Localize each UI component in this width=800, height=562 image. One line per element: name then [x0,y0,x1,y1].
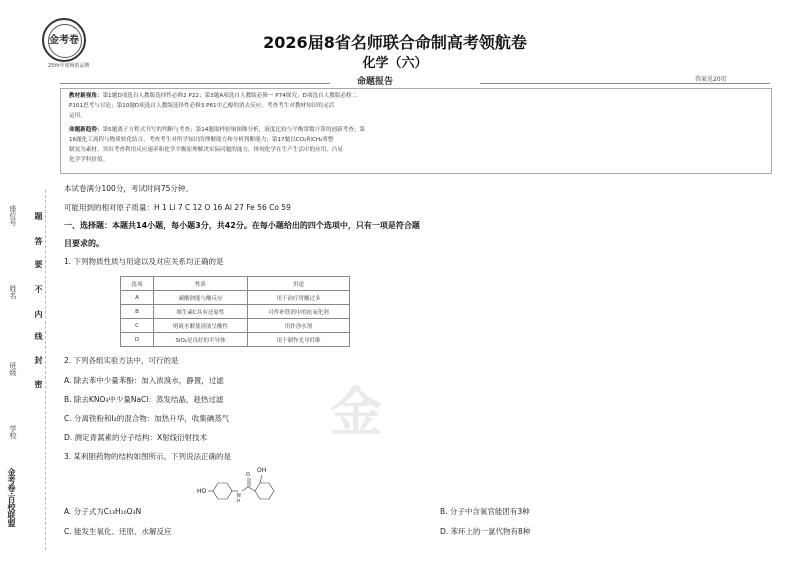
report-line: P101思考与讨论；第10题D项选自人教版选择性必修3 P61中乙醇的消去反应，考查考生对教材知识的灵活 [69,103,335,109]
watermark: 金 [330,382,383,443]
report-line: 运用。 [69,113,86,119]
table-cell: A [121,291,154,305]
table-cell: 明矾水解使溶液呈酸性 [154,319,248,333]
report-line: 化学学科价值。 [69,157,109,163]
table-row [121,291,350,305]
table-cell: D [121,333,154,347]
table-row [121,319,350,333]
report-line: 教材新视角：第1题D项选自人教版选择性必修2 P22；第3题A项选自人教版必修一 P74探究；D项选自人教版必修二 [69,93,358,99]
logo-text: 金考卷 [49,35,79,46]
seal-char: 要 [34,260,43,268]
question-1-table [120,276,350,347]
question-3-option-d: D. 苯环上的一氯代物有8种 [440,527,531,536]
seal-char: 密 [34,380,43,388]
seal-char: 答 [34,237,43,245]
question-2-option-c: C. 分离铁粉和I₂的混合物：加热升华，收集碘蒸气 [64,414,230,423]
table-cell: B [121,305,154,319]
seal-char: 内 [34,310,43,318]
seal-char: 不 [34,285,43,293]
struct-nh-label: H [237,498,241,503]
table-cell: 用于治疗胃酸过多 [247,291,349,305]
margin-school-label: 学校 [9,425,17,439]
section-heading: 一、选择题：本题共14小题，每小题3分，共42分。在每小题给出的四个选项中，只有一项是符合题 [64,221,420,230]
report-line: 16题化工流程与物质转化结合，考查考生对所学知识的理解能力和分析判断能力；第17题以CO₂和CH₄重整 [69,137,334,143]
report-title: 命题报告 [356,77,393,87]
table-cell: SiO₂是良好的半导体 [154,333,248,347]
margin-brand-label: 金考卷·百校联盟 [7,468,16,528]
logo-subtitle: 25th年度畅销品牌 [48,63,90,69]
exam-subtitle: 化学（六） [362,56,428,71]
question-2-option-a: A. 除去苯中少量苯酚：加入浓溴水，静置，过滤 [64,376,224,385]
struct-n-label: N [237,493,241,499]
question-3-option-b: B. 分子中含氧官能团有3种 [440,507,530,516]
report-box [60,88,772,174]
question-3-option-c: C. 能发生氧化、还原、水解反应 [64,527,172,536]
struct-o-label: O [246,472,250,478]
table-cell: 维生素C具有还原性 [154,305,248,319]
answer-reference: 答案见20页 [695,76,727,83]
table-header-row [121,277,350,291]
question-3-option-a: A. 分子式为C₁₃H₁₀O₃N [64,507,142,516]
table-header: 性质 [154,277,248,291]
exam-title: 2026届8省名师联合命制高考领航卷 [263,33,527,52]
struct-ho-label: HO [197,488,207,495]
question-2-stem: 2. 下列各组实验方法中，可行的是 [64,356,179,365]
table-row [121,305,350,319]
question-2-option-b: B. 除去KNO₃中少量NaCl：蒸发结晶，趁热过滤 [64,395,224,404]
seal-char: 封 [34,356,43,364]
question-2-option-d: D. 测定青蒿素的分子结构：X射线衍射技术 [64,433,208,442]
intro-score-time: 本试卷满分100分，考试时间75分钟。 [64,184,193,193]
table-cell: 可作补铁剂中的抗氧化剂 [247,305,349,319]
seal-char: 题 [34,212,43,220]
struct-oh-label: OH [257,467,267,474]
section-heading-cont: 目要求的。 [64,239,104,248]
margin-name-label: 姓名 [9,285,17,299]
report-line: 命题新趋势：第5题离子方程式书写的判断与考查；第14题取样验铜图像分析，液度比较与平衡常数计算的创新考查；第 [69,127,365,133]
table-cell: 用作净水剂 [247,319,349,333]
binding-line [45,190,46,550]
table-cell: 用于制作光导纤维 [247,333,349,347]
brand-seal-logo [42,18,86,62]
question-3-stem: 3. 某利胆药物的结构如图所示。下列说法正确的是 [64,452,232,461]
margin-class-label: 班级 [9,362,17,376]
seal-char: 线 [34,332,43,340]
table-header: 选项 [121,277,154,291]
benzene-ring-left [213,483,232,499]
benzene-ring-right [255,483,274,499]
question-3-structure-diagram [195,463,315,503]
intro-atomic-masses: 可能用到的相对原子质量：H 1 Li 7 C 12 O 16 Al 27 Fe 56 Co 59 [64,203,291,212]
table-cell: C [121,319,154,333]
question-1-stem: 1. 下列物质性质与用途以及对应关系均正确的是 [64,257,224,266]
table-cell: 碳酸钠能与酸反应 [154,291,248,305]
report-line: 制氢为素材，突出考查利用反应速率和化学平衡原理解决实际问题的能力，体现化学在生产生活中的应用，凸显 [69,147,344,153]
table-row [121,333,350,347]
table-header: 用途 [247,277,349,291]
margin-seat-label: 座位号 [9,205,17,226]
